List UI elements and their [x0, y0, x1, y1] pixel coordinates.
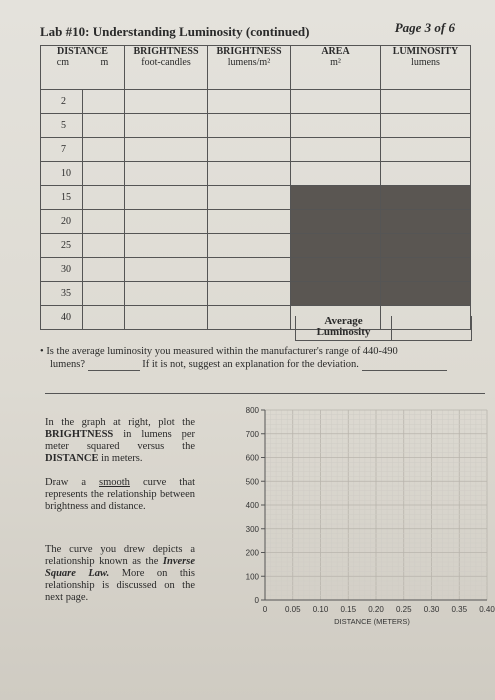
distance-cm-cell: 10 — [41, 162, 83, 186]
brightness-fc-cell[interactable] — [125, 162, 208, 186]
distance-cm-cell: 30 — [41, 258, 83, 282]
x-tick-label: 0.20 — [368, 605, 384, 614]
instr1-text-c: in lumens per meter squared versus the — [45, 429, 195, 452]
lab-title: Lab #10: Understanding Luminosity (continued) — [40, 24, 310, 39]
distance-m-cell[interactable] — [83, 138, 125, 162]
average-luminosity-label — [296, 316, 391, 338]
answer-blank-1[interactable] — [88, 360, 140, 371]
distance-cm-cell: 25 — [41, 234, 83, 258]
y-tick-label: 600 — [245, 453, 259, 463]
brightness-vs-distance-graph[interactable] — [0, 395, 495, 635]
table-body — [41, 90, 471, 330]
table-row — [41, 210, 471, 234]
brightness-fc-cell[interactable] — [125, 282, 208, 306]
y-tick-label: 100 — [245, 572, 259, 582]
brightness-lm-cell[interactable] — [208, 282, 291, 306]
table-row — [41, 90, 471, 114]
instr2-text-a: Draw a — [45, 477, 86, 488]
foot-candles-unit: foot-candles — [141, 57, 191, 68]
brightness-lm-cell[interactable] — [208, 210, 291, 234]
brightness-lm-cell[interactable] — [208, 186, 291, 210]
luminosity-cell — [381, 186, 471, 210]
cm-unit: cm — [56, 57, 69, 68]
brightness-fc-cell[interactable] — [125, 234, 208, 258]
brightness-fc-cell[interactable] — [125, 114, 208, 138]
average-label-line2: Luminosity — [316, 326, 371, 338]
brightness-fc-cell[interactable] — [125, 138, 208, 162]
brightness-lm-cell[interactable] — [208, 234, 291, 258]
y-tick-label: 0 — [254, 596, 259, 605]
y-tick-label: 300 — [245, 524, 259, 534]
lumens-text: lumens? — [50, 359, 85, 370]
y-tick-label: 400 — [245, 501, 259, 510]
area-label: AREA — [321, 46, 350, 57]
brightness-lm-cell[interactable] — [208, 138, 291, 162]
instr3-text-a: The curve you drew depicts a relationship known as the — [45, 544, 195, 567]
brightness-fc-cell[interactable] — [125, 186, 208, 210]
table-row — [41, 234, 471, 258]
average-label-line1: Average — [324, 315, 363, 327]
instr3-text-c: More on this relationship is discussed on the next page. — [45, 568, 195, 603]
brightness-fc-column-header — [125, 46, 208, 90]
graph-grid — [265, 410, 487, 600]
m2-unit: m² — [330, 57, 341, 68]
x-tick-label: 0.35 — [451, 605, 468, 614]
brightness-lm-column-header — [208, 46, 291, 90]
brightness-lm-cell[interactable] — [208, 258, 291, 282]
instr2-smooth: smooth — [99, 477, 130, 488]
distance-m-cell[interactable] — [83, 258, 125, 282]
x-tick-label: 0.15 — [340, 605, 357, 614]
distance-m-cell[interactable] — [83, 210, 125, 234]
brightness-lm-label: BRIGHTNESS — [216, 46, 282, 57]
brightness-fc-cell[interactable] — [125, 210, 208, 234]
x-tick-label: 0.40 — [479, 605, 495, 614]
y-tick-label: 700 — [245, 429, 259, 439]
brightness-lm-cell[interactable] — [208, 306, 291, 330]
answer-line[interactable] — [45, 393, 485, 394]
luminosity-cell — [381, 234, 471, 258]
instr1-text-e: in meters. — [101, 453, 143, 464]
area-cell — [291, 258, 381, 282]
average-luminosity-field[interactable] — [391, 316, 472, 340]
distance-cm-cell: 7 — [41, 138, 83, 162]
distance-units — [41, 57, 124, 68]
x-tick-label: 0.30 — [423, 605, 440, 614]
distance-cm-cell: 35 — [41, 282, 83, 306]
distance-header-label: DISTANCE — [57, 46, 108, 57]
page-header — [40, 20, 455, 42]
x-tick-label: 0.25 — [395, 605, 412, 614]
brightness-fc-cell[interactable] — [125, 258, 208, 282]
y-tick-label: 200 — [245, 548, 259, 558]
x-axis-title: DISTANCE (METERS) — [334, 617, 410, 626]
luminosity-cell — [381, 258, 471, 282]
distance-m-cell[interactable] — [83, 186, 125, 210]
brightness-lm-cell[interactable] — [208, 114, 291, 138]
table-row — [41, 282, 471, 306]
distance-m-cell[interactable] — [83, 234, 125, 258]
distance-m-cell[interactable] — [83, 162, 125, 186]
x-tick-label: 0.10 — [312, 605, 329, 614]
deviation-prompt: If it is not, suggest an explanation for the deviation. — [142, 359, 359, 370]
area-cell[interactable] — [291, 90, 381, 114]
distance-m-cell[interactable] — [83, 306, 125, 330]
average-luminosity-box — [295, 316, 472, 341]
instr3-law: Inverse Square Law. — [45, 556, 195, 579]
lumens-per-m2-unit: lumens/m² — [227, 57, 271, 68]
lumens-unit: lumens — [411, 57, 440, 68]
area-cell — [291, 210, 381, 234]
distance-m-cell[interactable] — [83, 282, 125, 306]
brightness-lm-cell[interactable] — [208, 162, 291, 186]
m-unit: m — [100, 57, 109, 68]
area-cell[interactable] — [291, 162, 381, 186]
area-cell — [291, 282, 381, 306]
luminosity-data-table — [40, 45, 471, 330]
distance-cm-cell: 2 — [41, 90, 83, 114]
question-text: Is the average luminosity you measured within the manufacturer's range of 440-490 — [46, 346, 398, 357]
distance-cm-cell: 20 — [41, 210, 83, 234]
brightness-fc-label: BRIGHTNESS — [133, 46, 199, 57]
area-cell — [291, 234, 381, 258]
area-column-header — [291, 46, 381, 90]
instr1-text-a: In the graph at right, plot the — [45, 417, 195, 428]
y-tick-label: 500 — [245, 477, 259, 487]
question-line2 — [40, 358, 480, 371]
y-tick-label: 800 — [245, 406, 259, 415]
distance-cm-cell: 5 — [41, 114, 83, 138]
table-row — [41, 162, 471, 186]
table-row — [41, 138, 471, 162]
distance-m-cell[interactable] — [83, 90, 125, 114]
luminosity-label: LUMINOSITY — [392, 46, 459, 57]
x-tick-label: 0 — [262, 605, 268, 614]
luminosity-cell[interactable] — [381, 162, 471, 186]
table-row — [41, 258, 471, 282]
luminosity-cell[interactable] — [381, 90, 471, 114]
luminosity-cell[interactable] — [381, 138, 471, 162]
table-row — [41, 114, 471, 138]
page-number: Page 3 of 6 — [394, 20, 455, 35]
area-cell — [291, 186, 381, 210]
instr1-brightness: BRIGHTNESS — [45, 429, 114, 440]
question-line1: • Is the average luminosity you measured within the manufacturer's range of 440-490 — [40, 346, 398, 357]
luminosity-cell — [381, 210, 471, 234]
luminosity-question — [40, 345, 480, 371]
table-row — [41, 186, 471, 210]
brightness-lm-cell[interactable] — [208, 90, 291, 114]
luminosity-cell[interactable] — [381, 114, 471, 138]
area-cell[interactable] — [291, 114, 381, 138]
answer-blank-2[interactable] — [362, 360, 447, 371]
brightness-fc-cell[interactable] — [125, 306, 208, 330]
brightness-fc-cell[interactable] — [125, 90, 208, 114]
distance-m-cell[interactable] — [83, 114, 125, 138]
x-tick-label: 0.05 — [284, 605, 301, 614]
area-cell[interactable] — [291, 138, 381, 162]
luminosity-column-header — [381, 46, 471, 90]
instr1-distance: DISTANCE — [45, 453, 99, 464]
luminosity-cell — [381, 282, 471, 306]
distance-cm-cell: 15 — [41, 186, 83, 210]
instr2-text-c: curve that represents the relationship between brightness and distance. — [45, 477, 196, 512]
distance-cm-cell: 40 — [41, 306, 83, 330]
distance-column-header — [41, 46, 125, 90]
